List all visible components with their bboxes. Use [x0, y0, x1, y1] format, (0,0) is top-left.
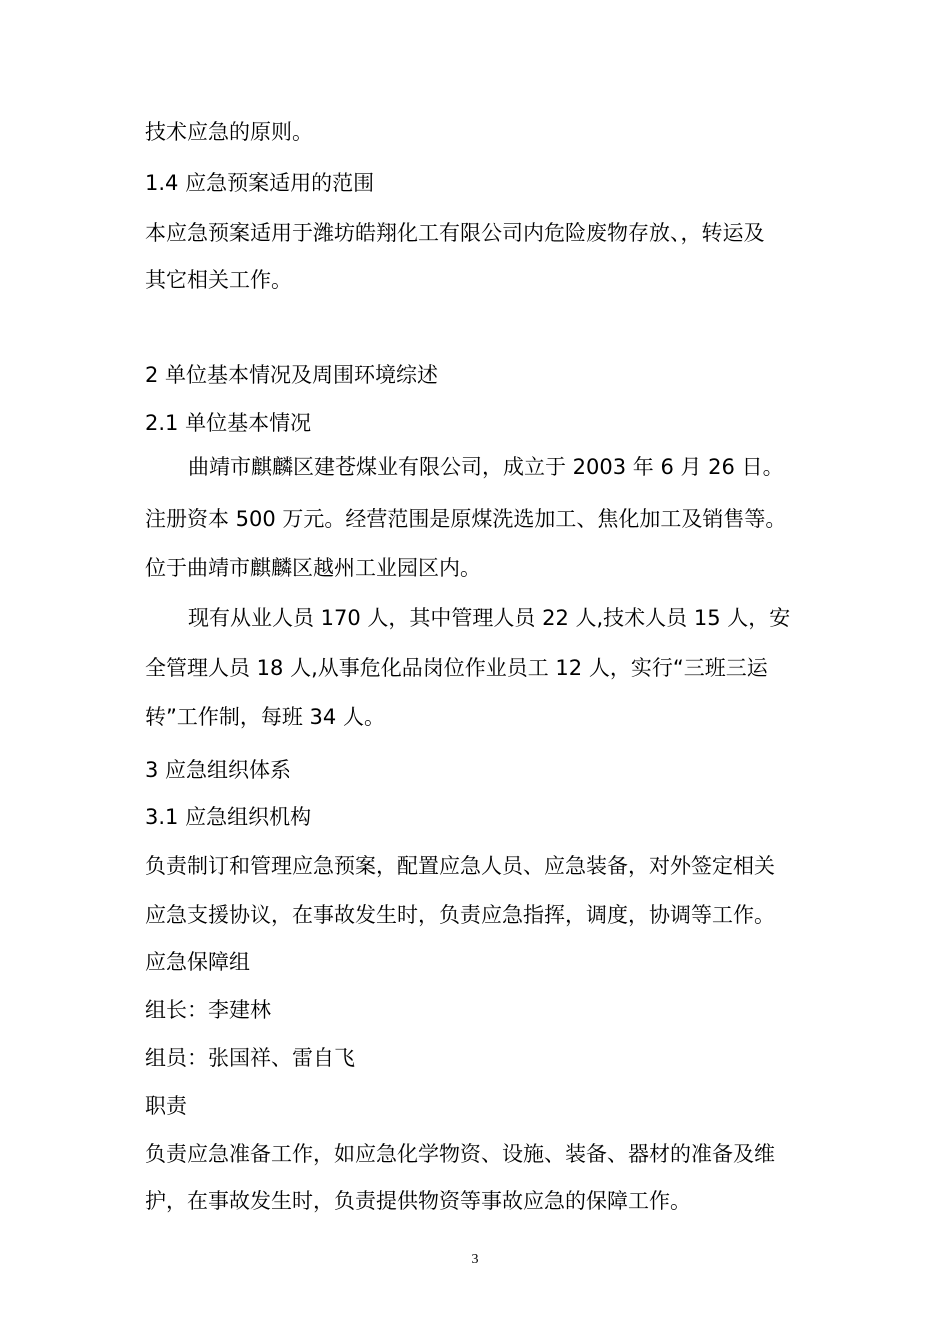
text-line: 职责 — [145, 1094, 187, 1118]
text-line: 组长：李建林 — [145, 998, 271, 1022]
text-line: 应急保障组 — [145, 950, 250, 974]
text-line: 全管理人员 18 人,从事危化品岗位作业员工 12 人，实行“三班三运 — [145, 656, 768, 680]
text-line: 其它相关工作。 — [145, 268, 292, 292]
text-line: 负责制订和管理应急预案，配置应急人员、应急装备，对外签定相关 — [145, 854, 775, 878]
section-heading: 3 应急组织体系 — [145, 758, 292, 782]
section-heading: 1.4 应急预案适用的范围 — [145, 171, 375, 195]
text-line: 曲靖市麒麟区建苍煤业有限公司，成立于 2003 年 6 月 26 日。 — [188, 455, 784, 479]
section-heading: 2 单位基本情况及周围环境综述 — [145, 363, 439, 387]
text-line: 现有从业人员 170 人，其中管理人员 22 人,技术人员 15 人，安 — [188, 606, 791, 630]
text-line: 组员：张国祥、雷自飞 — [145, 1046, 355, 1070]
section-heading: 2.1 单位基本情况 — [145, 411, 312, 435]
text-line: 转”工作制，每班 34 人。 — [145, 705, 385, 729]
section-heading: 3.1 应急组织机构 — [145, 805, 312, 829]
text-line: 护，在事故发生时，负责提供物资等事故应急的保障工作。 — [145, 1189, 691, 1213]
text-line: 负责应急准备工作，如应急化学物资、设施、装备、器材的准备及维 — [145, 1142, 775, 1166]
text-line: 位于曲靖市麒麟区越州工业园区内。 — [145, 556, 481, 580]
text-line: 本应急预案适用于潍坊皓翔化工有限公司内危险废物存放、，转运及 — [145, 221, 765, 245]
text-line: 注册资本 500 万元。经营范围是原煤洗选加工、焦化加工及销售等。 — [145, 507, 787, 531]
text-line: 应急支援协议，在事故发生时，负责应急指挥，调度，协调等工作。 — [145, 903, 775, 927]
text-line: 技术应急的原则。 — [145, 120, 313, 144]
page-number: 3 — [471, 1252, 479, 1267]
